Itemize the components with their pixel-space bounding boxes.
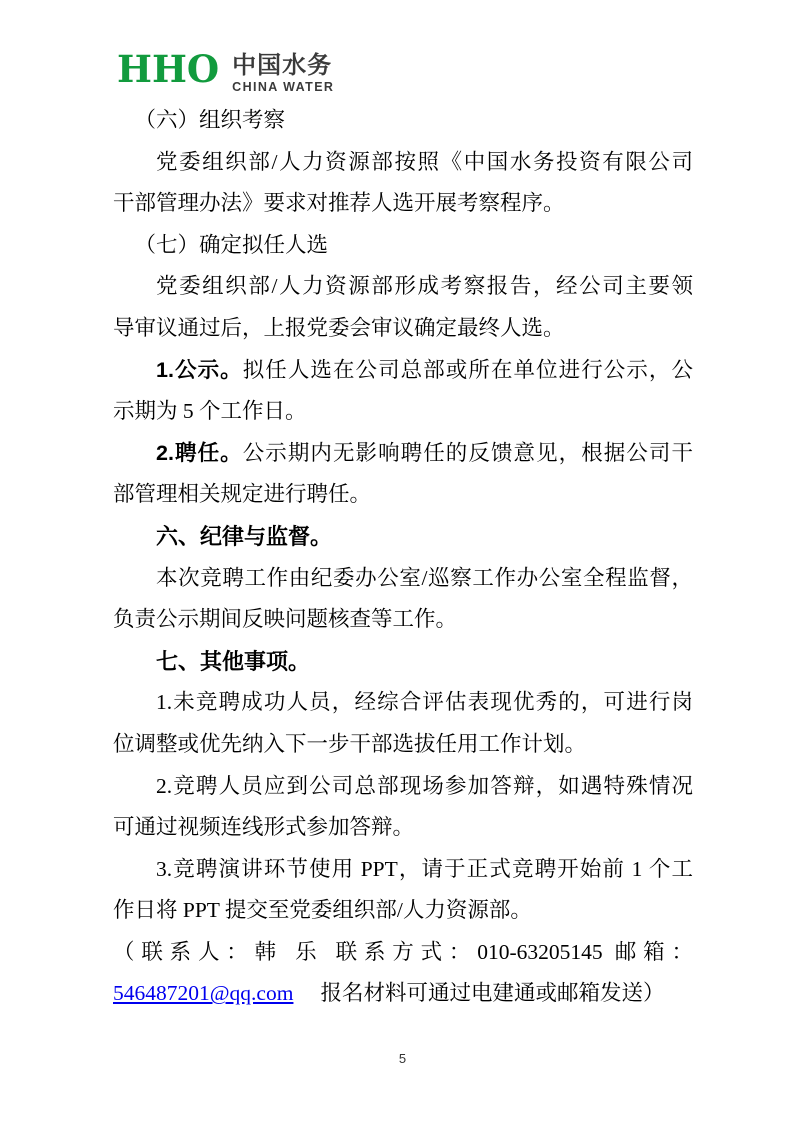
email-link[interactable]: 546487201@qq.com [113, 981, 294, 1006]
heading-text: 六、纪律与监督。 [156, 523, 333, 549]
document-body [113, 100, 693, 1015]
body-text: 位调整或优先纳入下一步干部选拔任用工作计划。 [113, 731, 587, 756]
logo-acronym-text: HHO [117, 47, 220, 91]
paragraph-line [113, 391, 693, 433]
body-text: 干部管理办法》要求对推荐人选开展考察程序。 [113, 191, 565, 216]
logo-chinese-name: 中国水务 [232, 52, 333, 79]
heading-text: （七）确定拟任人选 [134, 232, 329, 257]
contact-email-line [113, 973, 693, 1015]
paragraph-line [113, 766, 693, 808]
body-text: 负责公示期间反映问题核查等工作。 [113, 607, 458, 632]
paragraph-line [113, 558, 693, 600]
paragraph-line [113, 183, 693, 225]
body-text: 导审议通过后，上报党委会审议确定最终人选。 [113, 315, 565, 340]
page-number: 5 [398, 1051, 407, 1066]
paragraph-line [113, 682, 693, 724]
heading-text: （六）组织考察 [134, 108, 286, 132]
bold-lead-text: 1.公示。 [156, 357, 243, 382]
body-text: 作日将 PPT 提交至党委组织部/人力资源部。 [113, 898, 532, 923]
paragraph-line [113, 308, 693, 350]
bold-lead-text: 2.聘任。 [156, 440, 243, 465]
body-text: 2.竞聘人员应到公司总部现场参加答辩，如遇特殊情况 [156, 773, 693, 798]
section-heading-6 [113, 100, 693, 142]
body-text: 部管理相关规定进行聘任。 [113, 482, 372, 507]
paragraph-line [113, 474, 693, 516]
logo-names [232, 46, 334, 94]
body-text: 本次竞聘工作由纪委办公室/巡察工作办公室全程监督， [156, 565, 693, 590]
chapter-heading-other [113, 641, 693, 683]
body-text: 党委组织部/人力资源部按照《中国水务投资有限公司 [156, 149, 693, 174]
body-text: 可通过视频连线形式参加答辩。 [113, 815, 415, 840]
section-heading-7 [113, 225, 693, 267]
body-text: 党委组织部/人力资源部形成考察报告，经公司主要领 [156, 274, 693, 299]
paragraph-line [113, 266, 693, 308]
paragraph-line [113, 142, 693, 184]
paragraph-line [113, 807, 693, 849]
paragraph-line [113, 599, 693, 641]
body-text: 示期为 5 个工作日。 [113, 399, 307, 424]
paragraph-line [113, 890, 693, 932]
paragraph-line [113, 724, 693, 766]
heading-text: 七、其他事项。 [156, 648, 311, 674]
paragraph-line [113, 849, 693, 891]
body-text: 拟任人选在公司总部或所在单位进行公示，公 [242, 357, 693, 382]
body-text: 3.竞聘演讲环节使用 PPT，请于正式竞聘开始前 1 个工 [156, 856, 693, 881]
contact-info-line [113, 932, 693, 974]
logo-english-name: CHINA WATER [232, 80, 335, 94]
paragraph-line [113, 433, 693, 475]
company-logo [117, 46, 334, 94]
chapter-heading-discipline [113, 516, 693, 558]
body-text: 1.未竞聘成功人员，经综合评估表现优秀的，可进行岗 [156, 690, 693, 715]
paragraph-line [113, 350, 693, 392]
contact-text: （联系人：韩 乐 联系方式：010-63205145 邮箱： [113, 939, 693, 964]
body-text: 报名材料可通过电建通或邮箱发送） [320, 981, 665, 1006]
body-text: 公示期内无影响聘任的反馈意见，根据公司干 [242, 440, 693, 465]
